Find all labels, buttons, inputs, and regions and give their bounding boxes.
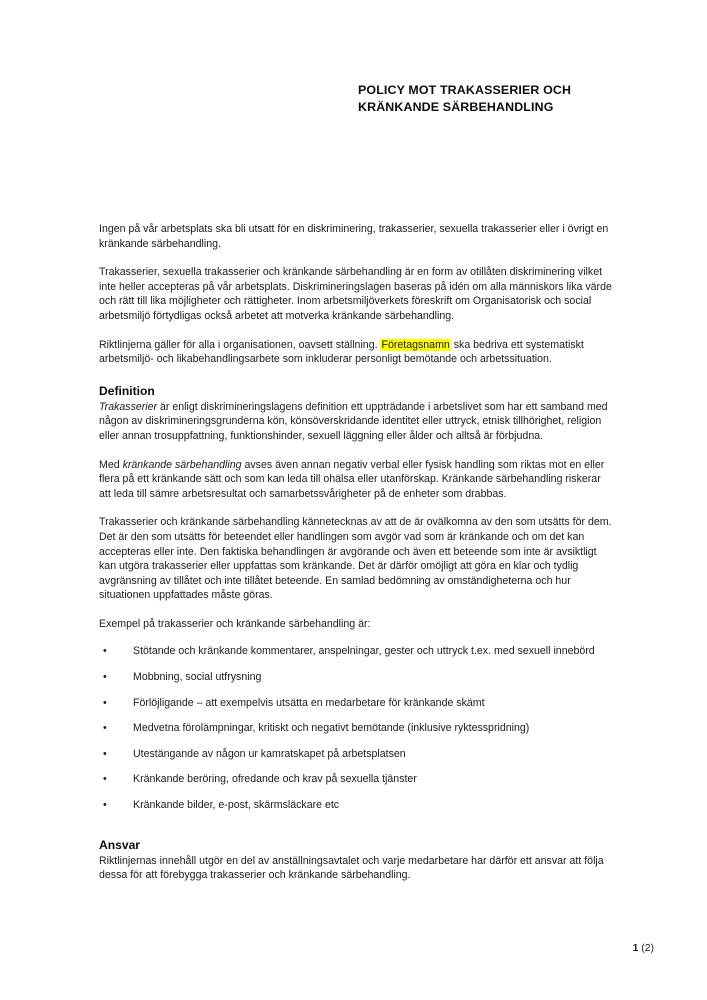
definition-term-trakasserier: Trakasserier bbox=[99, 400, 158, 413]
intro-paragraph-3-tail: ska bedriva ett systematiskt arbetsmiljö- och likabehandlingsarbete som inkluderar personligt bemötande och arbetssituation. bbox=[99, 338, 584, 366]
page-footer bbox=[633, 942, 654, 955]
list-item bbox=[99, 721, 613, 736]
list-item bbox=[99, 772, 613, 787]
footer-total-pages: (2) bbox=[641, 943, 654, 954]
company-name-highlight: Företagsnamn bbox=[381, 338, 450, 351]
page-title-line-1: POLICY MOT TRAKASSERIER OCH bbox=[358, 83, 572, 97]
list-item-label: Stötande och kränkande kommentarer, anspelningar, gester och uttryck t.ex. med sexuell innebörd bbox=[133, 645, 595, 658]
bullet-icon: • bbox=[103, 747, 107, 760]
list-item-label: Förlöjligande – att exempelvis utsätta en medarbetare för kränkande skämt bbox=[133, 696, 485, 709]
list-item-label: Mobbning, social utfrysning bbox=[133, 671, 262, 684]
bullet-icon: • bbox=[103, 773, 107, 786]
footer-current-page: 1 bbox=[632, 943, 639, 954]
list-item-label: Kränkande beröring, ofredande och krav på sexuella tjänster bbox=[133, 773, 417, 786]
document-body bbox=[99, 222, 613, 897]
list-item bbox=[99, 670, 613, 685]
list-item bbox=[99, 644, 613, 659]
definition-paragraph-2-rest: avses även annan negativ verbal eller fysisk handling som riktas mot en eller flera på ett kränkande sätt och som kan leda till ohälsa eller utanförskap. Kränkande särbehandling riskerar att leda till sämre arbetsresultat och samarbetssvårigheter på de enheter som drabbas. bbox=[99, 458, 605, 500]
intro-paragraph-3 bbox=[99, 338, 613, 367]
ansvar-paragraph-1: Riktlinjernas innehåll utgör en del av anställningsavtalet och varje medarbetare har därför ett ansvar att följa dessa för att förebygga trakasserier och kränkande särbehandling. bbox=[99, 854, 604, 882]
section-heading-definition: Definition bbox=[99, 383, 155, 398]
page-title-line-2: KRÄNKANDE SÄRBEHANDLING bbox=[358, 99, 554, 114]
bullet-icon: • bbox=[103, 671, 107, 684]
page-title bbox=[358, 82, 658, 115]
list-item bbox=[99, 798, 613, 813]
bullet-icon: • bbox=[103, 799, 107, 812]
examples-list bbox=[99, 644, 613, 812]
examples-list-intro: Exempel på trakasserier och kränkande särbehandling är: bbox=[99, 617, 371, 630]
definition-term-krankande-sarbehandling: kränkande särbehandling bbox=[122, 458, 242, 471]
definition-paragraph-2 bbox=[99, 458, 613, 502]
intro-paragraph-1: Ingen på vår arbetsplats ska bli utsatt för en diskriminering, trakasserier, sexuella trakasserier eller i övrigt en kränkande särbehandling. bbox=[99, 223, 609, 250]
intro-paragraph-2: Trakasserier, sexuella trakasserier och kränkande särbehandling är en form av otillåten diskriminering vilket inte heller accepteras på vår arbetsplats. Diskrimineringslagen baseras på idén om alla människors lika värde och rätt till lika möjligheter och rättigheter. Inom arbetsmiljöverkets föreskrift om Organisatorisk och social arbetsmiljö förtydligas också arbetet att motverka kränkande särbehandling. bbox=[99, 266, 612, 322]
section-heading-ansvar: Ansvar bbox=[99, 837, 141, 852]
intro-paragraph-3-lead: Riktlinjerna gäller för alla i organisationen, oavsett ställning. bbox=[99, 338, 381, 351]
definition-paragraph-3: Trakasserier och kränkande särbehandling kännetecknas av att de är ovälkomna av den som utsätts för dem. Det är den som utsätts för beteendet eller handlingen som avgör vad som är kränkande och om det kan accepteras eller inte. Den faktiska behandlingen är avgörande och även ett beteende som inte är avsiktligt kan utgöra trakasserier eller uppfattas som kränkande. Det är därför omöjligt att göra en klar och tydlig avgränsning av tillåtet och inte tillåtet beteende. En samlad bedömning av omständigheterna och hur situationen uppfattades måste göras. bbox=[99, 516, 612, 602]
list-item-label: Medvetna förolämpningar, kritiskt och negativt bemötande (inklusive ryktesspridning) bbox=[133, 722, 530, 735]
definition-paragraph-1-rest: är enligt diskrimineringslagens definition ett uppträdande i arbetslivet som har ett samband med någon av diskrimineringsgrunderna kön, könsöverskridande identitet eller uttryck, etnisk tillhörighet, religion eller annan trosuppfattning, funktionshinder, sexuell läggning eller ålder och alltså är förbjudna. bbox=[99, 400, 608, 442]
definition-paragraph-1 bbox=[99, 400, 613, 444]
list-item bbox=[99, 747, 613, 762]
section-ansvar bbox=[99, 837, 613, 883]
bullet-icon: • bbox=[103, 722, 107, 735]
list-item-label: Kränkande bilder, e-post, skärmsläckare etc bbox=[133, 799, 340, 812]
bullet-icon: • bbox=[103, 645, 107, 658]
document-header bbox=[358, 82, 658, 115]
list-item bbox=[99, 696, 613, 711]
definition-paragraph-2-lead: Med bbox=[99, 458, 123, 471]
bullet-icon: • bbox=[103, 696, 107, 709]
list-item-label: Utestängande av någon ur kamratskapet på arbetsplatsen bbox=[133, 747, 406, 760]
